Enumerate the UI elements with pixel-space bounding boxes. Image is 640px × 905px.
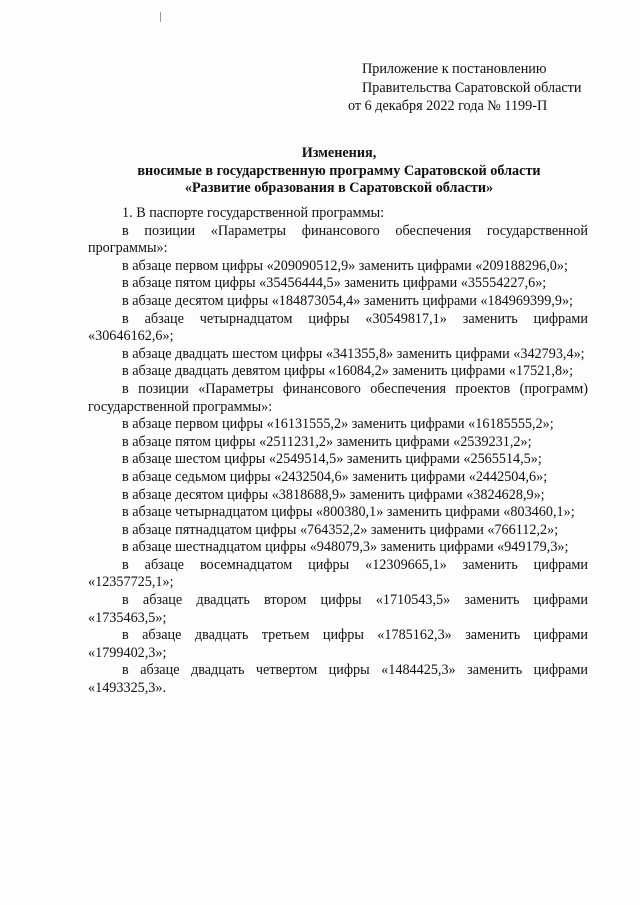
title-line-2: вносимые в государственную программу Саратовской области	[137, 162, 541, 179]
paragraph-15: в абзаце четырнадцатом цифры «800380,1» заменить цифрами «803460,1»;	[122, 504, 575, 521]
title-line-1: Изменения,	[301, 145, 377, 161]
paragraph-1: 1. В паспорте государственной программы:	[122, 205, 385, 221]
paragraph-10: в абзаце первом цифры «16131555,2» заменить цифрами «16185555,2»;	[122, 416, 554, 433]
paragraph-12: в абзаце шестом цифры «2549514,5» заменить цифрами «2565514,5»;	[122, 451, 542, 468]
annex-line-1: Приложение к постановлению	[362, 61, 547, 77]
paragraph-2: в позиции «Параметры финансового обеспечения государственной программы»:	[88, 222, 588, 257]
document-title	[88, 145, 590, 198]
paragraph-16: в абзаце пятнадцатом цифры «764352,2» заменить цифрами «766112,2»;	[122, 521, 559, 538]
paragraph-19: в абзаце двадцать втором цифры «1710543,5» заменить цифрами «1735463,5»;	[88, 592, 588, 626]
paragraph-5: в абзаце десятом цифры «184873054,4» заменить цифрами «184969399,9»;	[122, 292, 574, 309]
paragraph-17: в абзаце шестнадцатом цифры «948079,3» заменить цифрами «949179,3»;	[122, 539, 569, 556]
annex-line-3: от 6 декабря 2022 года № 1199-П	[348, 98, 548, 114]
paragraph-20: в абзаце двадцать третьем цифры «1785162,3» заменить цифрами «1799402,3»;	[88, 627, 588, 661]
paragraph-9: в позиции «Параметры финансового обеспечения проектов (программ) государственной программы»:	[88, 380, 588, 415]
paragraph-18: в абзаце восемнадцатом цифры «12309665,1» заменить цифрами «12357725,1»;	[88, 556, 588, 591]
annex-block	[348, 60, 632, 116]
title-line-3: «Развитие образования в Саратовской области»	[184, 180, 494, 196]
paragraph-13: в абзаце седьмом цифры «2432504,6» заменить цифрами «2442504,6»;	[122, 468, 548, 485]
paragraph-4: в абзаце пятом цифры «35456444,5» заменить цифрами «35554227,6»;	[122, 275, 547, 292]
annex-line-2: Правительства Саратовской области	[362, 79, 582, 96]
paragraph-11: в абзаце пятом цифры «2511231,2» заменить цифрами «2539231,2»;	[122, 433, 532, 450]
paragraph-8: в абзаце двадцать девятом цифры «16084,2» заменить цифрами «17521,8»;	[122, 363, 574, 380]
scan-artifact	[160, 12, 161, 22]
paragraph-6: в абзаце четырнадцатом цифры «30549817,1» заменить цифрами «30646162,6»;	[88, 310, 588, 345]
paragraph-3: в абзаце первом цифры «209090512,9» заменить цифрами «209188296,0»;	[122, 257, 568, 274]
paragraph-21: в абзаце двадцать четвертом цифры «1484425,3» заменить цифрами «1493325,3».	[88, 662, 588, 697]
document-body	[88, 205, 588, 698]
paragraph-7: в абзаце двадцать шестом цифры «341355,8» заменить цифрами «342793,4»;	[122, 345, 585, 362]
paragraph-14: в абзаце десятом цифры «3818688,9» заменить цифрами «3824628,9»;	[122, 486, 545, 503]
